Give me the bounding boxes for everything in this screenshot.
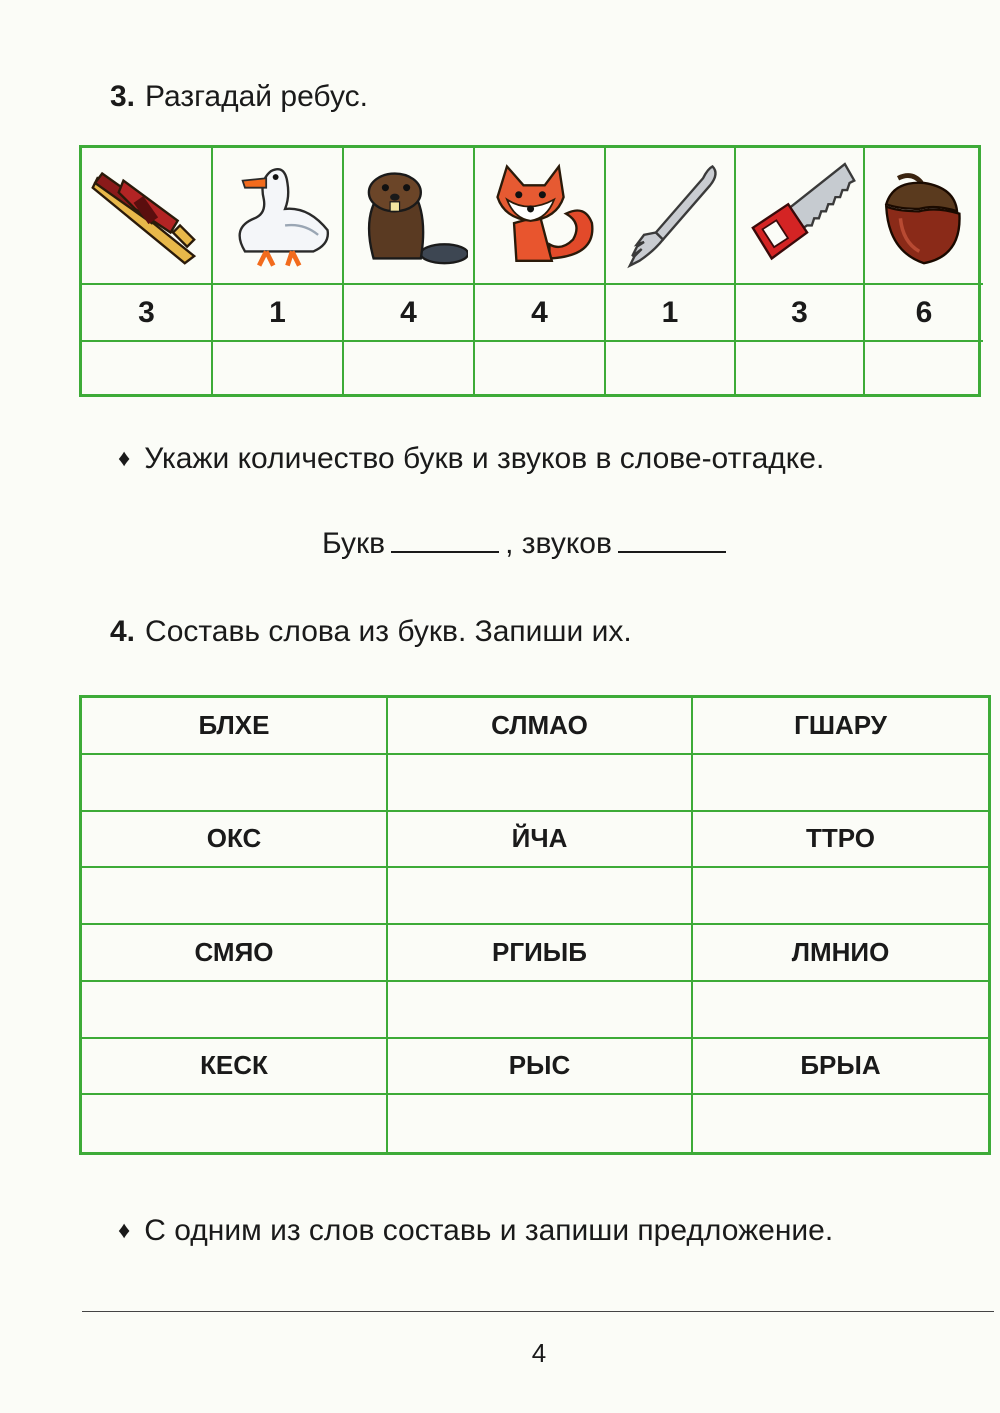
word-answer-cell[interactable] — [82, 1095, 388, 1152]
rebus-number: 3 — [736, 285, 865, 342]
rebus-picture-cell — [344, 148, 475, 285]
scrambled-word: СЛМАО — [388, 698, 693, 755]
task-title: Составь слова из букв. Запиши их. — [145, 615, 632, 648]
word-answer-cell[interactable] — [388, 755, 693, 812]
letters-label: Букв — [322, 527, 386, 560]
diamond-bullet-icon: ♦ — [118, 1217, 131, 1244]
rebus-number: 3 — [82, 285, 213, 342]
word-answer-cell[interactable] — [388, 982, 693, 1039]
rebus-grid — [79, 145, 981, 397]
page-number: 4 — [531, 1338, 547, 1368]
rebus-answer-cell[interactable] — [213, 342, 344, 394]
rebus-picture-cell — [475, 148, 606, 285]
word-answer-cell[interactable] — [82, 755, 388, 812]
letters-blank[interactable] — [391, 527, 499, 553]
word-answer-cell[interactable] — [82, 868, 388, 925]
separator: , — [505, 527, 514, 560]
scrambled-word: РГИЫБ — [388, 925, 693, 982]
scrambled-word: РЫС — [388, 1039, 693, 1096]
scrambled-word: ТТРО — [693, 812, 988, 869]
rebus-picture-cell — [736, 148, 865, 285]
diamond-bullet-icon: ♦ — [118, 445, 131, 472]
scrambled-word: БЛХЕ — [82, 698, 388, 755]
goose-icon — [219, 157, 337, 275]
task-number: 4. — [110, 615, 136, 648]
scrambled-word: КЕСК — [82, 1039, 388, 1096]
instruction-letters-sounds — [118, 442, 824, 476]
rebus-number: 1 — [213, 285, 344, 342]
rebus-picture-cell — [213, 148, 344, 285]
word-answer-cell[interactable] — [82, 982, 388, 1039]
fox-icon — [481, 157, 599, 275]
rebus-answer-cell[interactable] — [736, 342, 865, 394]
rebus-answer-cell[interactable] — [606, 342, 736, 394]
sentence-writing-line[interactable] — [82, 1311, 994, 1312]
rebus-number: 4 — [344, 285, 475, 342]
instruction-text: Укажи количество букв и звуков в слове-отгадке. — [144, 442, 825, 475]
words-table — [79, 695, 991, 1155]
saw-icon — [741, 157, 859, 275]
sled-icon — [88, 157, 206, 275]
sounds-blank[interactable] — [618, 527, 726, 553]
word-answer-cell[interactable] — [693, 868, 988, 925]
task-number: 3. — [110, 80, 136, 113]
rebus-picture-cell — [606, 148, 736, 285]
scrambled-word: ОКС — [82, 812, 388, 869]
fork-icon — [611, 157, 729, 275]
rebus-picture-cell — [82, 148, 213, 285]
scrambled-word: ЙЧА — [388, 812, 693, 869]
word-answer-cell[interactable] — [693, 755, 988, 812]
scrambled-word: ЛМНИО — [693, 925, 988, 982]
scrambled-word: СМЯО — [82, 925, 388, 982]
task-title: Разгадай ребус. — [145, 80, 368, 113]
acorn-icon — [865, 157, 983, 275]
task-3-heading — [110, 80, 368, 114]
scrambled-word: ГШАРУ — [693, 698, 988, 755]
scrambled-word: БРЫА — [693, 1039, 988, 1096]
rebus-number: 6 — [865, 285, 983, 342]
rebus-number: 1 — [606, 285, 736, 342]
rebus-answer-cell[interactable] — [82, 342, 213, 394]
rebus-answer-cell[interactable] — [344, 342, 475, 394]
rebus-answer-cell[interactable] — [865, 342, 983, 394]
rebus-answer-cell[interactable] — [475, 342, 606, 394]
instruction-text: С одним из слов составь и запиши предложение. — [144, 1214, 834, 1247]
word-answer-cell[interactable] — [693, 982, 988, 1039]
sounds-label: звуков — [521, 527, 612, 560]
word-answer-cell[interactable] — [388, 868, 693, 925]
instruction-sentence — [118, 1214, 833, 1248]
rebus-number: 4 — [475, 285, 606, 342]
word-answer-cell[interactable] — [693, 1095, 988, 1152]
beaver-icon — [350, 157, 468, 275]
letters-sounds-answer — [322, 527, 732, 561]
task-4-heading — [110, 615, 632, 649]
rebus-picture-cell — [865, 148, 983, 285]
word-answer-cell[interactable] — [388, 1095, 693, 1152]
